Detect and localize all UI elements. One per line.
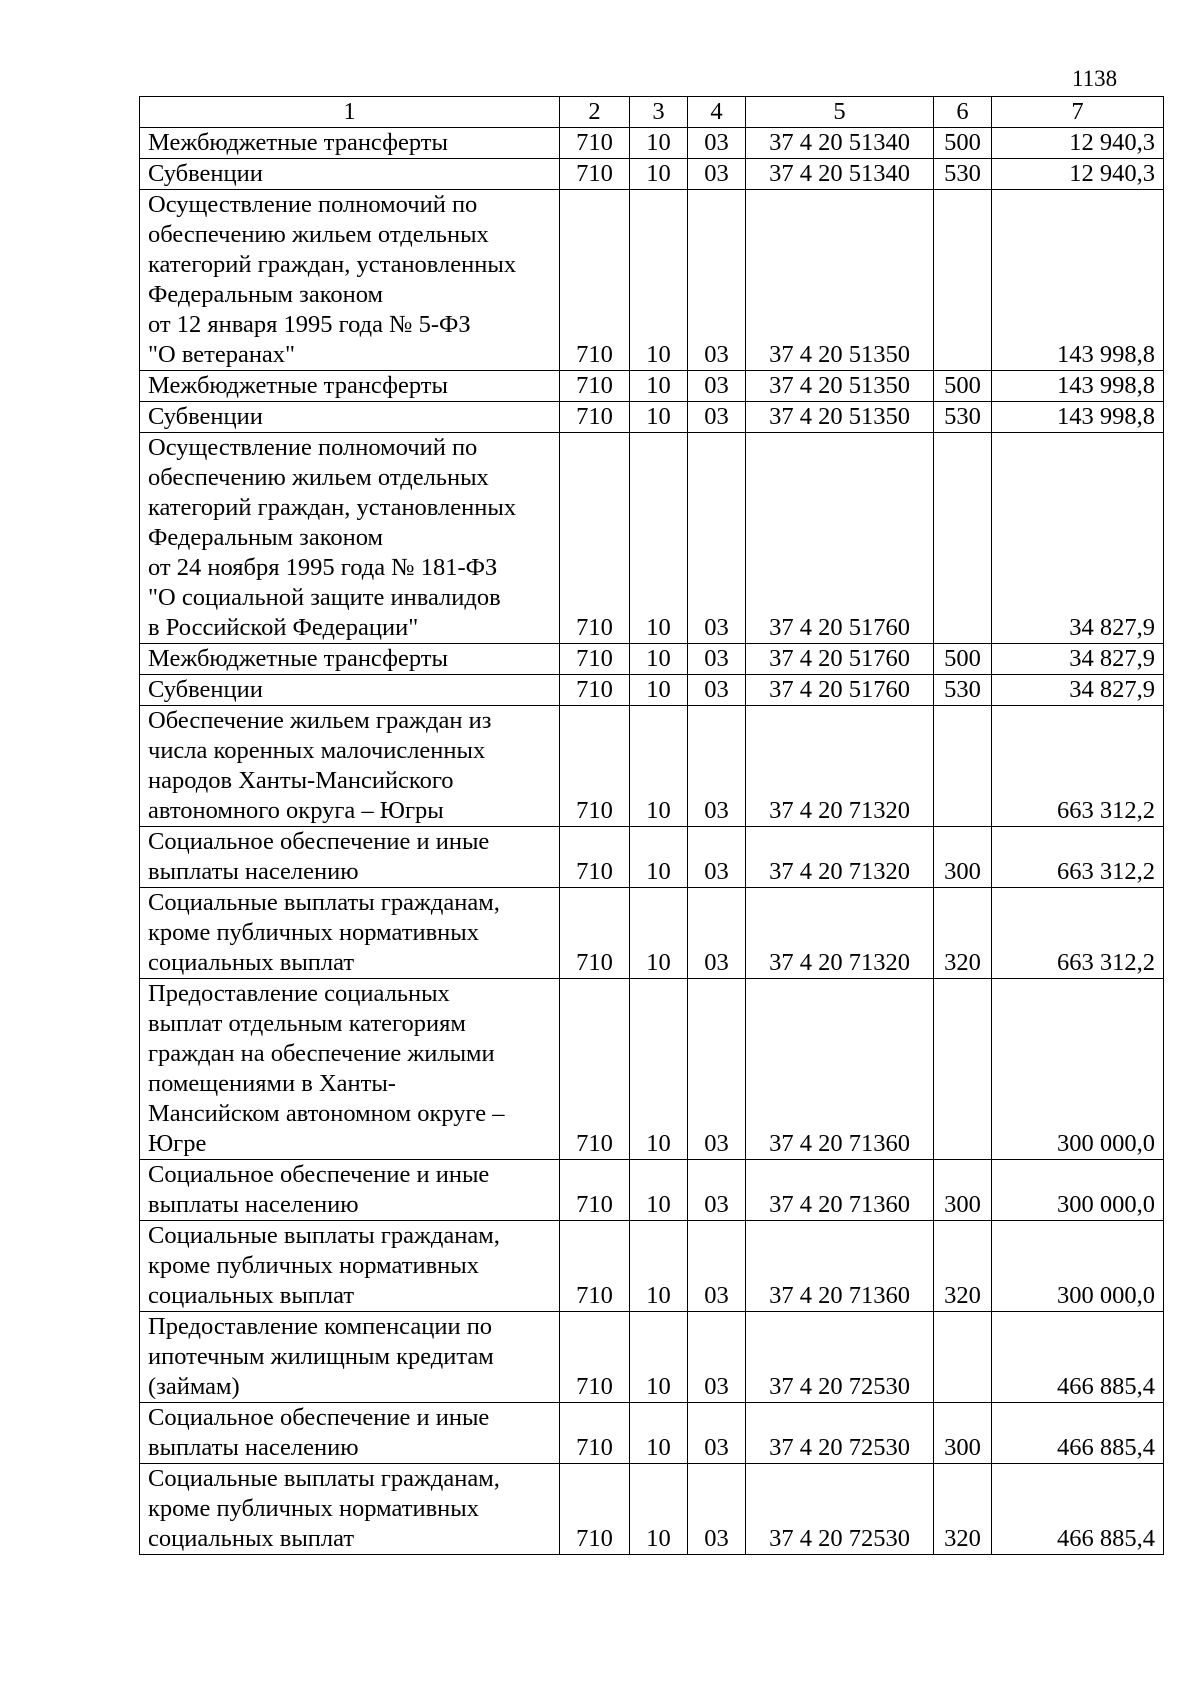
table-row bbox=[140, 1312, 1164, 1403]
row-amount-cell: 663 312,2 bbox=[992, 827, 1164, 888]
row-subsection-cell: 03 bbox=[688, 1403, 746, 1464]
row-amount-cell: 466 885,4 bbox=[992, 1403, 1164, 1464]
row-expense-type-cell: 530 bbox=[934, 159, 992, 190]
row-section-cell: 10 bbox=[630, 1160, 688, 1221]
row-section-cell: 10 bbox=[630, 979, 688, 1160]
column-header: 5 bbox=[746, 97, 934, 128]
row-section-cell: 10 bbox=[630, 1464, 688, 1555]
budget-table bbox=[139, 96, 1164, 1555]
row-code-cell: 710 bbox=[560, 706, 630, 827]
table-row bbox=[140, 675, 1164, 706]
row-subsection-cell: 03 bbox=[688, 706, 746, 827]
table-row bbox=[140, 644, 1164, 675]
row-target-article-cell: 37 4 20 51760 bbox=[746, 675, 934, 706]
row-expense-type-cell: 300 bbox=[934, 827, 992, 888]
row-subsection-cell: 03 bbox=[688, 827, 746, 888]
row-subsection-cell: 03 bbox=[688, 1221, 746, 1312]
row-target-article-cell: 37 4 20 51760 bbox=[746, 433, 934, 644]
table-row bbox=[140, 433, 1164, 644]
row-subsection-cell: 03 bbox=[688, 1312, 746, 1403]
row-amount-cell: 466 885,4 bbox=[992, 1312, 1164, 1403]
row-target-article-cell: 37 4 20 51340 bbox=[746, 128, 934, 159]
row-name-cell: Социальное обеспечение и иные выплаты населению bbox=[140, 1403, 560, 1464]
row-section-cell: 10 bbox=[630, 371, 688, 402]
row-expense-type-cell: 500 bbox=[934, 128, 992, 159]
row-section-cell: 10 bbox=[630, 1221, 688, 1312]
table-row bbox=[140, 1464, 1164, 1555]
row-expense-type-cell: 300 bbox=[934, 1403, 992, 1464]
row-subsection-cell: 03 bbox=[688, 888, 746, 979]
row-target-article-cell: 37 4 20 51350 bbox=[746, 190, 934, 371]
row-target-article-cell: 37 4 20 51350 bbox=[746, 371, 934, 402]
row-name-cell: Социальные выплаты гражданам, кроме публичных нормативных социальных выплат bbox=[140, 888, 560, 979]
row-code-cell: 710 bbox=[560, 1160, 630, 1221]
row-amount-cell: 143 998,8 bbox=[992, 402, 1164, 433]
table-row bbox=[140, 159, 1164, 190]
row-amount-cell: 143 998,8 bbox=[992, 190, 1164, 371]
row-section-cell: 10 bbox=[630, 888, 688, 979]
row-amount-cell: 466 885,4 bbox=[992, 1464, 1164, 1555]
row-name-cell: Субвенции bbox=[140, 675, 560, 706]
column-header: 7 bbox=[992, 97, 1164, 128]
row-section-cell: 10 bbox=[630, 128, 688, 159]
row-target-article-cell: 37 4 20 71360 bbox=[746, 1160, 934, 1221]
row-target-article-cell: 37 4 20 51760 bbox=[746, 644, 934, 675]
row-amount-cell: 143 998,8 bbox=[992, 371, 1164, 402]
row-subsection-cell: 03 bbox=[688, 371, 746, 402]
row-subsection-cell: 03 bbox=[688, 402, 746, 433]
row-code-cell: 710 bbox=[560, 1464, 630, 1555]
row-amount-cell: 12 940,3 bbox=[992, 128, 1164, 159]
row-subsection-cell: 03 bbox=[688, 1464, 746, 1555]
row-name-cell: Межбюджетные трансферты bbox=[140, 644, 560, 675]
row-code-cell: 710 bbox=[560, 675, 630, 706]
row-section-cell: 10 bbox=[630, 644, 688, 675]
row-target-article-cell: 37 4 20 71320 bbox=[746, 888, 934, 979]
row-code-cell: 710 bbox=[560, 128, 630, 159]
row-name-cell: Субвенции bbox=[140, 159, 560, 190]
row-target-article-cell: 37 4 20 71360 bbox=[746, 979, 934, 1160]
table-row bbox=[140, 1221, 1164, 1312]
column-header: 1 bbox=[140, 97, 560, 128]
row-expense-type-cell: 300 bbox=[934, 1160, 992, 1221]
row-name-cell: Межбюджетные трансферты bbox=[140, 371, 560, 402]
table-body bbox=[140, 128, 1164, 1555]
row-name-cell: Обеспечение жильем граждан из числа коренных малочисленных народов Ханты-Мансийского автономного округа – Югры bbox=[140, 706, 560, 827]
row-amount-cell: 34 827,9 bbox=[992, 644, 1164, 675]
column-header: 4 bbox=[688, 97, 746, 128]
row-code-cell: 710 bbox=[560, 433, 630, 644]
row-code-cell: 710 bbox=[560, 888, 630, 979]
row-code-cell: 710 bbox=[560, 190, 630, 371]
row-expense-type-cell bbox=[934, 979, 992, 1160]
row-amount-cell: 34 827,9 bbox=[992, 433, 1164, 644]
table-row bbox=[140, 706, 1164, 827]
table-row bbox=[140, 1160, 1164, 1221]
row-subsection-cell: 03 bbox=[688, 1160, 746, 1221]
page-number: 1138 bbox=[1072, 66, 1118, 91]
table-row bbox=[140, 371, 1164, 402]
row-subsection-cell: 03 bbox=[688, 433, 746, 644]
row-expense-type-cell: 320 bbox=[934, 1464, 992, 1555]
row-target-article-cell: 37 4 20 72530 bbox=[746, 1403, 934, 1464]
row-target-article-cell: 37 4 20 51340 bbox=[746, 159, 934, 190]
row-expense-type-cell: 530 bbox=[934, 402, 992, 433]
row-name-cell: Субвенции bbox=[140, 402, 560, 433]
row-expense-type-cell bbox=[934, 433, 992, 644]
row-section-cell: 10 bbox=[630, 433, 688, 644]
row-name-cell: Предоставление компенсации по ипотечным жилищным кредитам (займам) bbox=[140, 1312, 560, 1403]
row-name-cell: Социальные выплаты гражданам, кроме публичных нормативных социальных выплат bbox=[140, 1221, 560, 1312]
row-target-article-cell: 37 4 20 71360 bbox=[746, 1221, 934, 1312]
row-name-cell: Осуществление полномочий по обеспечению жильем отдельных категорий граждан, установленных Федеральным законом от 24 ноября 1995 года № 181-ФЗ "О социальной защите инвалидов в Российской Федерации" bbox=[140, 433, 560, 644]
row-expense-type-cell: 320 bbox=[934, 888, 992, 979]
row-name-cell: Осуществление полномочий по обеспечению жильем отдельных категорий граждан, установленных Федеральным законом от 12 января 1995 года № 5-ФЗ "О ветеранах" bbox=[140, 190, 560, 371]
row-subsection-cell: 03 bbox=[688, 159, 746, 190]
row-target-article-cell: 37 4 20 51350 bbox=[746, 402, 934, 433]
row-code-cell: 710 bbox=[560, 979, 630, 1160]
row-section-cell: 10 bbox=[630, 1312, 688, 1403]
row-section-cell: 10 bbox=[630, 706, 688, 827]
row-code-cell: 710 bbox=[560, 1221, 630, 1312]
row-name-cell: Социальное обеспечение и иные выплаты населению bbox=[140, 1160, 560, 1221]
row-code-cell: 710 bbox=[560, 159, 630, 190]
row-expense-type-cell bbox=[934, 190, 992, 371]
row-section-cell: 10 bbox=[630, 159, 688, 190]
row-target-article-cell: 37 4 20 71320 bbox=[746, 706, 934, 827]
row-target-article-cell: 37 4 20 72530 bbox=[746, 1312, 934, 1403]
row-section-cell: 10 bbox=[630, 1403, 688, 1464]
table-row bbox=[140, 402, 1164, 433]
row-expense-type-cell bbox=[934, 706, 992, 827]
row-amount-cell: 663 312,2 bbox=[992, 706, 1164, 827]
row-amount-cell: 34 827,9 bbox=[992, 675, 1164, 706]
row-name-cell: Межбюджетные трансферты bbox=[140, 128, 560, 159]
row-code-cell: 710 bbox=[560, 1403, 630, 1464]
row-code-cell: 710 bbox=[560, 827, 630, 888]
row-amount-cell: 663 312,2 bbox=[992, 888, 1164, 979]
row-subsection-cell: 03 bbox=[688, 979, 746, 1160]
row-expense-type-cell bbox=[934, 1312, 992, 1403]
row-section-cell: 10 bbox=[630, 827, 688, 888]
row-code-cell: 710 bbox=[560, 371, 630, 402]
row-name-cell: Предоставление социальных выплат отдельным категориям граждан на обеспечение жилыми помещениями в Ханты- Мансийском автономном округе – Югре bbox=[140, 979, 560, 1160]
row-expense-type-cell: 530 bbox=[934, 675, 992, 706]
table-header-row bbox=[140, 97, 1164, 128]
row-target-article-cell: 37 4 20 72530 bbox=[746, 1464, 934, 1555]
row-subsection-cell: 03 bbox=[688, 128, 746, 159]
table-row bbox=[140, 888, 1164, 979]
row-amount-cell: 12 940,3 bbox=[992, 159, 1164, 190]
row-amount-cell: 300 000,0 bbox=[992, 1160, 1164, 1221]
row-section-cell: 10 bbox=[630, 675, 688, 706]
row-section-cell: 10 bbox=[630, 402, 688, 433]
table-row bbox=[140, 827, 1164, 888]
table-row bbox=[140, 128, 1164, 159]
row-code-cell: 710 bbox=[560, 1312, 630, 1403]
row-name-cell: Социальные выплаты гражданам, кроме публичных нормативных социальных выплат bbox=[140, 1464, 560, 1555]
row-section-cell: 10 bbox=[630, 190, 688, 371]
row-target-article-cell: 37 4 20 71320 bbox=[746, 827, 934, 888]
row-expense-type-cell: 320 bbox=[934, 1221, 992, 1312]
table-row bbox=[140, 1403, 1164, 1464]
table-row bbox=[140, 979, 1164, 1160]
row-amount-cell: 300 000,0 bbox=[992, 979, 1164, 1160]
column-header: 6 bbox=[934, 97, 992, 128]
row-code-cell: 710 bbox=[560, 644, 630, 675]
table-row bbox=[140, 190, 1164, 371]
column-header: 2 bbox=[560, 97, 630, 128]
row-expense-type-cell: 500 bbox=[934, 371, 992, 402]
row-amount-cell: 300 000,0 bbox=[992, 1221, 1164, 1312]
row-subsection-cell: 03 bbox=[688, 644, 746, 675]
row-subsection-cell: 03 bbox=[688, 190, 746, 371]
row-code-cell: 710 bbox=[560, 402, 630, 433]
column-header: 3 bbox=[630, 97, 688, 128]
row-expense-type-cell: 500 bbox=[934, 644, 992, 675]
row-name-cell: Социальное обеспечение и иные выплаты населению bbox=[140, 827, 560, 888]
row-subsection-cell: 03 bbox=[688, 675, 746, 706]
